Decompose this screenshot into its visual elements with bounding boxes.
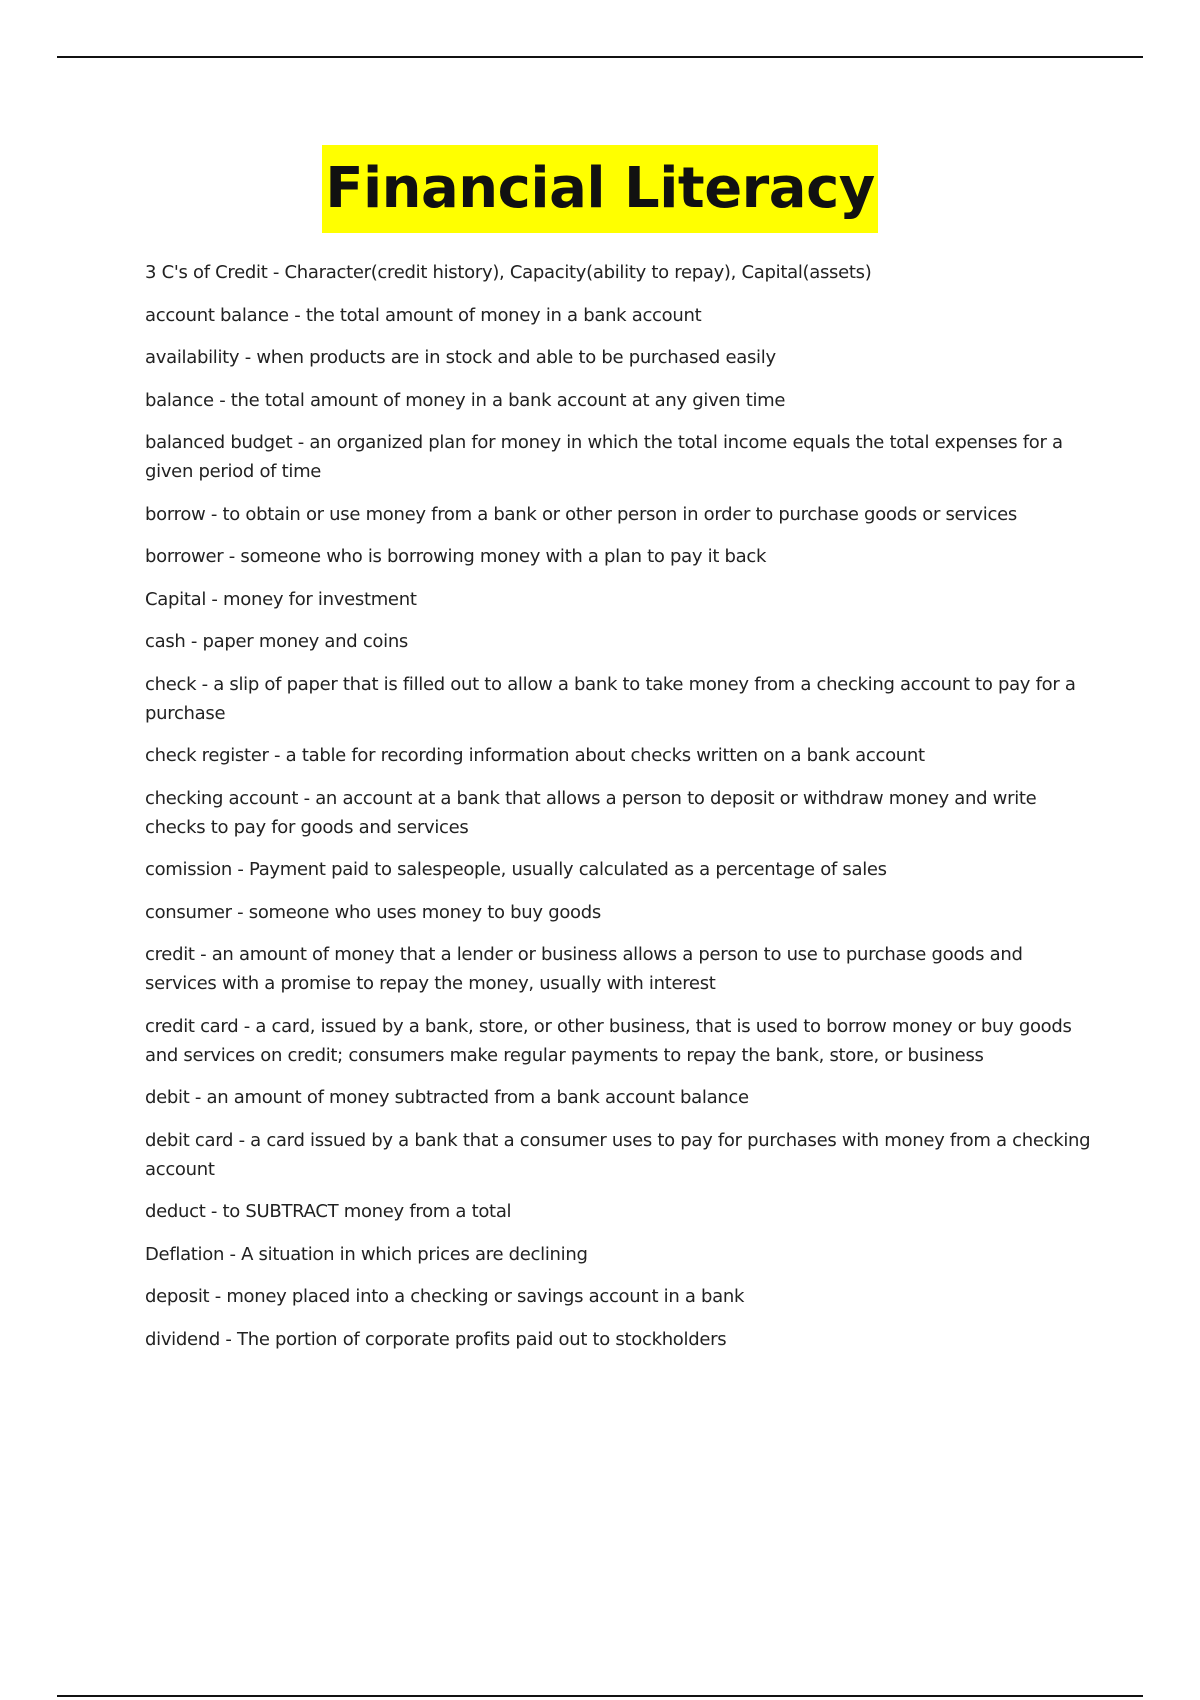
glossary-entry: balanced budget - an organized plan for money in which the total income equals the total expenses for a given period of time xyxy=(145,432,1063,482)
glossary-entry: credit card - a card, issued by a bank, store, or other business, that is used to borrow money or buy goods and services on credit; consumers make regular payments to repay the bank, store, or business xyxy=(145,1015,1072,1066)
glossary-entry: cash - paper money and coins xyxy=(145,631,409,652)
glossary-entry: balance - the total amount of money in a bank account at any given time xyxy=(145,389,786,411)
glossary-entry: borrower - someone who is borrowing money with a plan to pay it back xyxy=(145,546,767,567)
glossary-entry: availability - when products are in stock and able to be purchased easily xyxy=(145,347,776,368)
glossary-entry: check register - a table for recording information about checks written on a bank account xyxy=(145,745,925,766)
glossary-entry: deduct - to SUBTRACT money from a total xyxy=(145,1201,512,1222)
glossary-entry: checking account - an account at a bank that allows a person to deposit or withdraw money and write checks to pay for goods and services xyxy=(145,787,1037,838)
glossary-entry: debit card - a card issued by a bank that a consumer uses to pay for purchases with money from a checking account xyxy=(145,1129,1091,1180)
glossary-entry: deposit - money placed into a checking or savings account in a bank xyxy=(145,1286,745,1307)
glossary-entry: Capital - money for investment xyxy=(145,588,417,610)
page-title: Financial Literacy xyxy=(322,145,878,233)
glossary-entry: credit - an amount of money that a lender or business allows a person to use to purchase goods and services with a promise to repay the money, usually with interest xyxy=(145,944,1023,994)
glossary-entry: 3 C's of Credit - Character(credit history), Capacity(ability to repay), Capital(assets) xyxy=(145,262,872,283)
glossary-entry: comission - Payment paid to salespeople, usually calculated as a percentage of sales xyxy=(145,859,887,880)
glossary-list xyxy=(145,258,1095,1367)
glossary-entry: debit - an amount of money subtracted from a bank account balance xyxy=(145,1087,749,1108)
glossary-entry: consumer - someone who uses money to buy goods xyxy=(145,901,601,923)
glossary-entry: borrow - to obtain or use money from a bank or other person in order to purchase goods or services xyxy=(145,503,1017,525)
glossary-entry: check - a slip of paper that is filled out to allow a bank to take money from a checking account to pay for a purchase xyxy=(145,673,1076,724)
title-block xyxy=(0,145,1200,233)
glossary-entry: account balance - the total amount of money in a bank account xyxy=(145,304,702,326)
header-rule xyxy=(57,56,1143,58)
footer-rule xyxy=(57,1695,1143,1697)
glossary-entry: Deflation - A situation in which prices are declining xyxy=(145,1243,588,1265)
glossary-entry: dividend - The portion of corporate profits paid out to stockholders xyxy=(145,1328,727,1350)
